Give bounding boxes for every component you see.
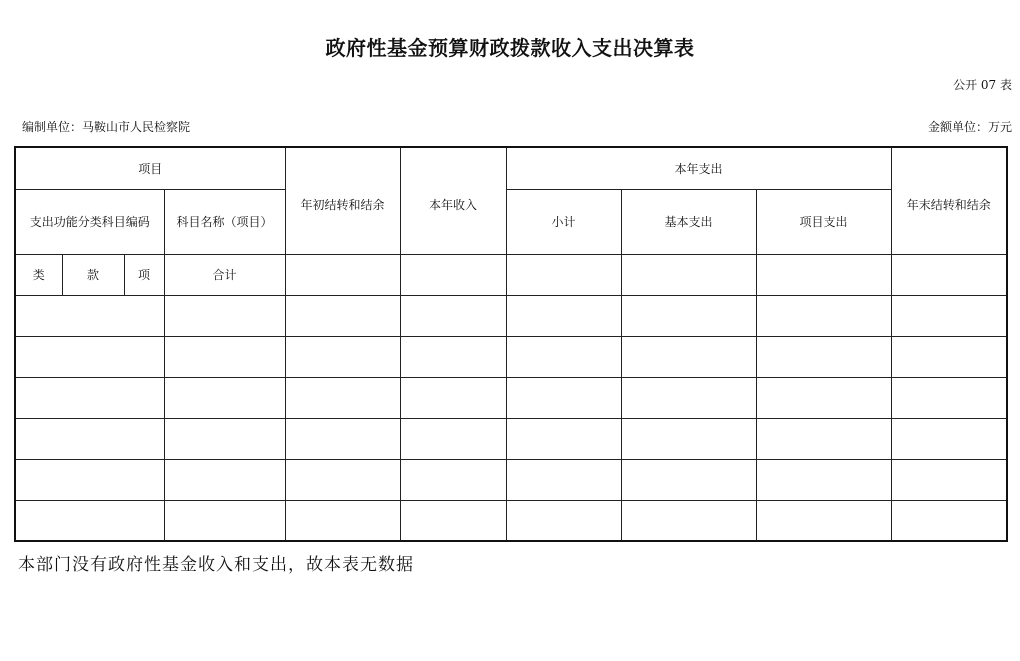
table-cell xyxy=(621,295,756,336)
table-cell xyxy=(621,459,756,500)
header-total: 合计 xyxy=(164,254,285,295)
table-cell xyxy=(506,500,621,541)
table-cell xyxy=(285,377,400,418)
table-cell xyxy=(506,418,621,459)
table-row xyxy=(15,459,1007,500)
table-row xyxy=(15,500,1007,541)
table-cell xyxy=(400,500,506,541)
total-cell xyxy=(506,254,621,295)
table-cell xyxy=(756,418,891,459)
header-item: 项目 xyxy=(15,147,285,189)
table-cell xyxy=(15,418,164,459)
table-cell xyxy=(506,377,621,418)
table-cell xyxy=(891,295,1007,336)
total-cell xyxy=(756,254,891,295)
table-cell xyxy=(164,295,285,336)
table-row xyxy=(15,336,1007,377)
page-title: 政府性基金预算财政拨款收入支出决算表 xyxy=(325,36,695,60)
table-cell xyxy=(285,336,400,377)
header-lei: 类 xyxy=(15,254,62,295)
header-subject-name: 科目名称（项目） xyxy=(164,189,285,254)
table-cell xyxy=(756,459,891,500)
header-basic-expense: 基本支出 xyxy=(621,189,756,254)
header-subtotal: 小计 xyxy=(506,189,621,254)
table-cell xyxy=(15,500,164,541)
total-cell xyxy=(621,254,756,295)
table-cell xyxy=(164,377,285,418)
table-row xyxy=(15,418,1007,459)
table-cell xyxy=(891,336,1007,377)
table-cell xyxy=(164,418,285,459)
table-cell xyxy=(621,500,756,541)
total-cell xyxy=(400,254,506,295)
table-cell xyxy=(891,459,1007,500)
total-cell xyxy=(285,254,400,295)
total-cell xyxy=(891,254,1007,295)
header-project-expense: 项目支出 xyxy=(756,189,891,254)
table-cell xyxy=(15,336,164,377)
budget-table xyxy=(14,146,1008,542)
table-cell xyxy=(285,418,400,459)
header-kuan: 款 xyxy=(62,254,124,295)
header-xiang: 项 xyxy=(124,254,164,295)
table-cell xyxy=(506,336,621,377)
table-cell xyxy=(891,418,1007,459)
table-cell xyxy=(756,500,891,541)
header-begin-balance: 年初结转和结余 xyxy=(285,147,400,254)
table-cell xyxy=(506,459,621,500)
table-row xyxy=(15,377,1007,418)
table-cell xyxy=(621,377,756,418)
header-end-balance: 年末结转和结余 xyxy=(891,147,1007,254)
header-year-income: 本年收入 xyxy=(400,147,506,254)
table-cell xyxy=(400,418,506,459)
table-cell xyxy=(400,459,506,500)
amount-unit: 金额单位：万元 xyxy=(927,120,1012,134)
table-cell xyxy=(400,295,506,336)
table-cell xyxy=(15,377,164,418)
header-year-expense: 本年支出 xyxy=(506,147,891,189)
no-data-note: 本部门没有政府性基金收入和支出，故本表无数据 xyxy=(18,555,414,575)
table-cell xyxy=(15,459,164,500)
table-cell xyxy=(400,377,506,418)
table-cell xyxy=(164,500,285,541)
table-cell xyxy=(164,459,285,500)
table-cell xyxy=(285,500,400,541)
table-row xyxy=(15,295,1007,336)
table-cell xyxy=(285,459,400,500)
table-cell xyxy=(756,377,891,418)
table-cell xyxy=(285,295,400,336)
table-cell xyxy=(756,336,891,377)
header-func-code: 支出功能分类科目编码 xyxy=(15,189,164,254)
table-cell xyxy=(506,295,621,336)
table-cell xyxy=(15,295,164,336)
compiler-unit: 编制单位：马鞍山市人民检察院 xyxy=(22,120,191,134)
table-cell xyxy=(400,336,506,377)
form-number: 公开 07 表 xyxy=(953,78,1012,92)
table-cell xyxy=(891,377,1007,418)
table-cell xyxy=(756,295,891,336)
table-cell xyxy=(621,418,756,459)
table-cell xyxy=(891,500,1007,541)
table-cell xyxy=(621,336,756,377)
table-cell xyxy=(164,336,285,377)
